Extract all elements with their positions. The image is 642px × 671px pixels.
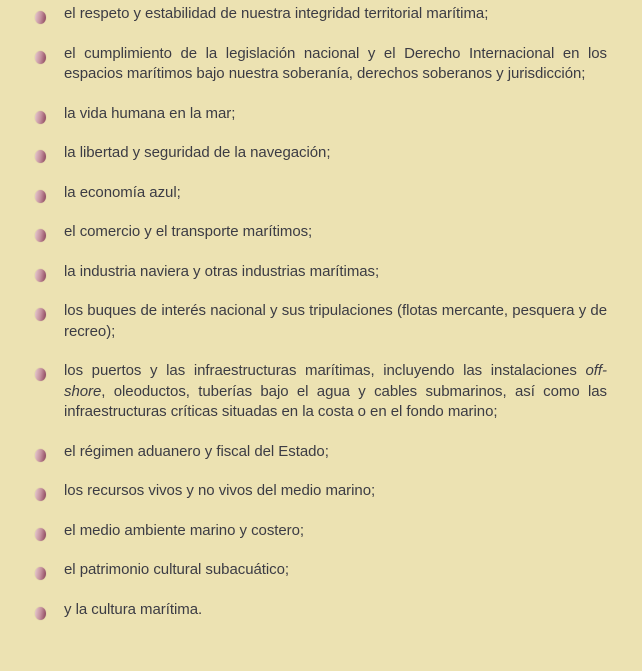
list-item-text: el respeto y estabilidad de nuestra integridad territorial marítima;: [64, 5, 489, 22]
list-item: [35, 600, 607, 621]
list-item-text: la economía azul;: [64, 183, 181, 201]
bullet-point-icon: [35, 150, 46, 163]
list-item: [35, 183, 607, 204]
list-item: [35, 301, 607, 342]
list-item-text: el medio ambiente marino y costero;: [64, 521, 305, 539]
bullet-point-icon: [35, 51, 46, 64]
maritime-interests-list: [35, 4, 607, 620]
text-before-italic: los puertos y las infraestructuras marítimas, incluyendo las instalaciones: [64, 362, 586, 379]
bullet-point-icon: [35, 11, 46, 24]
list-item: [35, 104, 607, 125]
italic-term: off-shore: [64, 362, 607, 400]
list-item: [35, 143, 607, 164]
list-item: [35, 4, 607, 25]
bullet-point-icon: [35, 449, 46, 462]
list-item-text: el cumplimiento de la legislación nacional y el Derecho Internacional en los espacios marítimos bajo nuestra soberanía, derechos soberanos y jurisdicción;: [64, 44, 607, 82]
list-item: [35, 262, 607, 283]
list-item-text-with-italic: [64, 361, 607, 423]
list-item: [35, 222, 607, 243]
list-item-text: la libertad y seguridad de la navegación;: [64, 144, 331, 161]
list-item-text: el régimen aduanero y fiscal del Estado;: [64, 442, 329, 460]
bullet-point-icon: [35, 229, 46, 242]
bullet-point-icon: [35, 190, 46, 203]
list-item-text: los buques de interés nacional y sus tripulaciones (flotas mercante, pesquera y de recreo);: [64, 302, 607, 340]
list-item: [35, 521, 607, 542]
list-item: [35, 560, 607, 581]
bullet-point-icon: [35, 368, 46, 381]
list-item: [35, 361, 607, 423]
bullet-point-icon: [35, 111, 46, 124]
list-item: [35, 44, 607, 85]
list-item-text: la vida humana en la mar;: [64, 104, 236, 122]
list-item-text: la industria naviera y otras industrias marítimas;: [64, 262, 380, 280]
bullet-point-icon: [35, 528, 46, 541]
list-item-text: los recursos vivos y no vivos del medio marino;: [64, 482, 376, 499]
text-after-italic: , oleoductos, tuberías bajo el agua y cables submarinos, así como las infraestructuras críticas situadas en la costa o en el fondo marino;: [64, 382, 607, 420]
list-item-text: y la cultura marítima.: [64, 600, 203, 618]
list-item: [35, 442, 607, 463]
bullet-point-icon: [35, 567, 46, 580]
bullet-point-icon: [35, 488, 46, 501]
bullet-point-icon: [35, 308, 46, 321]
bullet-point-icon: [35, 269, 46, 282]
list-item-text: el patrimonio cultural subacuático;: [64, 561, 290, 578]
bullet-point-icon: [35, 607, 46, 620]
list-item-text: el comercio y el transporte marítimos;: [64, 223, 313, 240]
list-item: [35, 481, 607, 502]
